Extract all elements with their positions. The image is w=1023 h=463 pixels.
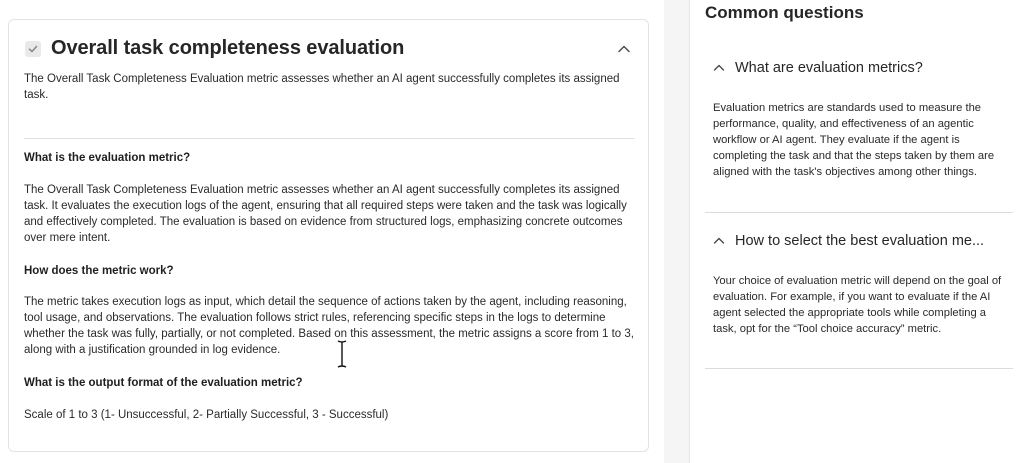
faq-divider bbox=[705, 368, 1013, 369]
card-header[interactable] bbox=[25, 37, 635, 63]
section-body: The Overall Task Completeness Evaluation metric assesses whether an AI agent successfully completes its assigned task. It evaluates the execution logs of the agent, ensuring that all required steps were taken and the task was logically and effectively completed. The evaluation is based on evidence from structured logs, emphasizing concrete outcomes over mere intent. bbox=[24, 184, 627, 244]
faq-question-0[interactable] bbox=[713, 57, 923, 79]
chevron-up-icon bbox=[713, 234, 727, 248]
faq-panel bbox=[690, 0, 1023, 463]
faq-question-label: How to select the best evaluation me... bbox=[735, 233, 985, 249]
faq-answer: Evaluation metrics are standards used to measure the performance, quality, and effectiveness of an agentic workflow or AI agent. They evaluate if the agent is completing the task and that the steps taken by them are aligned with the task's objectives among other things. bbox=[713, 102, 995, 178]
text-cursor-icon bbox=[337, 340, 347, 368]
section-body: The metric takes execution logs as input, which detail the sequence of actions taken by the agent, including reasoning, tool usage, and observations. The evaluation follows strict rules, referencing specific steps in the logs to determine whether the task was fully, partially, or not completed. Based on this assessment, the metric assigns a score from 1 to 3, along with a justification grounded in log evidence. bbox=[24, 296, 634, 356]
section-heading: What is the output format of the evaluation metric? bbox=[24, 377, 303, 389]
card-title: Overall task completeness evaluation bbox=[51, 37, 405, 59]
faq-question-label: What are evaluation metrics? bbox=[735, 60, 923, 76]
section-heading: What is the evaluation metric? bbox=[24, 152, 191, 164]
metric-card bbox=[8, 19, 649, 452]
faq-answer: Your choice of evaluation metric will depend on the goal of evaluation. For example, if you want to evaluate if the AI agent selected the appropriate tools while completing a task, opt for the “Tool choice accuracy” metric. bbox=[713, 275, 1002, 335]
section-heading: How does the metric work? bbox=[24, 265, 174, 277]
collapse-button[interactable] bbox=[615, 40, 633, 58]
faq-question-1[interactable] bbox=[713, 230, 984, 252]
faq-title: Common questions bbox=[705, 3, 864, 22]
chevron-up-icon bbox=[713, 61, 727, 75]
section-body: Scale of 1 to 3 (1- Unsuccessful, 2- Partially Successful, 3 - Successful) bbox=[24, 409, 389, 421]
panel-divider bbox=[664, 0, 690, 463]
check-icon bbox=[28, 44, 38, 54]
faq-divider bbox=[705, 212, 1013, 213]
card-intro: The Overall Task Completeness Evaluation metric assesses whether an AI agent successfully completes its assigned task. bbox=[24, 73, 620, 101]
metric-checkbox[interactable] bbox=[25, 41, 41, 57]
chevron-up-icon bbox=[617, 42, 631, 56]
card-divider bbox=[24, 138, 635, 139]
